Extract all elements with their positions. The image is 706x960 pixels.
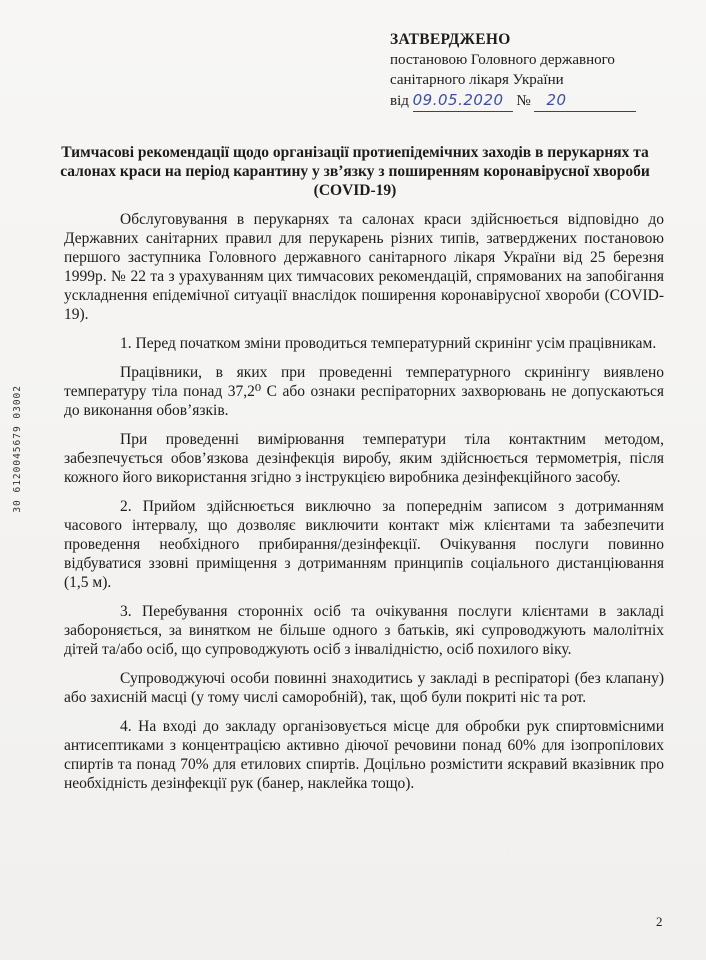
date-value: 09.05.2020: [412, 91, 504, 109]
paragraph-1-disinfection: При проведенні вимірювання температури тіла контактним методом, забезпечується обов’язкова дезінфекція виробу, яким здійснюється термометрія, після кожного його використання згідно з інструкцією виробника дезінфекційного засобу.: [64, 431, 664, 486]
approval-title: ЗАТВЕРДЖЕНО: [390, 31, 511, 48]
approval-date-line: [390, 90, 690, 112]
approval-line-2: санітарного лікаря України: [390, 72, 564, 88]
paragraph-intro: Обслуговування в перукарнях та салонах краси здійснюється відповідно до Державних санітарних правил для перукарень різних типів, затверджених постановою першого заступника Головного державного санітарного лікаря України від 25 березня 1999р. № 22 та з урахуванням цих тимчасових рекомендацій, спрямованих на запобігання ускладнення епідемічної ситуації внаслідок поширення коронавірусної хвороби (COVID-19).: [64, 211, 664, 323]
paragraph-1: 1. Перед початком зміни проводиться температурний скринінг усім працівникам.: [120, 335, 657, 352]
paragraph-3: 3. Перебування сторонніх осіб та очікування послуги клієнтами в закладі забороняється, за винятком не більше одного з батьків, які супроводжують малолітніх дітей та/або осіб, що супроводжують осіб з інвалідністю, осіб похилого віку.: [64, 603, 664, 658]
document-title: Тимчасові рекомендації щодо організації протиепідемічних заходів в перукарнях та салонах краси на період карантину у зв’язку з поширенням коронавірусної хвороби (COVID-19): [60, 144, 650, 199]
paragraph-2: 2. Прийом здійснюється виключно за попереднім записом з дотриманням часового інтервалу, що дозволяє виключити контакт між клієнтами та забезпечити проведення необхідного прибирання/дезінфекції. Очікування послуги повинно відбуватися ззовні приміщення з дотриманням принципів соціального дистанціювання (1,5 м).: [64, 498, 664, 591]
approval-stamp: [390, 30, 690, 112]
document-body: [64, 210, 664, 803]
page-number: 2: [656, 914, 663, 929]
number-field: [534, 90, 636, 112]
side-registration-code: 30 6120045679 03002: [12, 385, 23, 513]
paragraph-1-workers: Працівники, в яких при проведенні температурного скринінгу виявлено температуру тіла понад 37,2⁰ С або ознаки респіраторних захворювань не допускаються до виконання обов’язків.: [64, 364, 664, 419]
paragraph-3-companions: Супроводжуючі особи повинні знаходитись у закладі в респіраторі (без клапану) або захисній масці (у тому числі саморобній), так, щоб були покриті ніс та рот.: [64, 670, 664, 706]
approval-line-1: постановою Головного державного: [390, 52, 615, 68]
paragraph-4: 4. На вході до закладу організовується місце для обробки рук спиртовмісними антисептиками з концентрацією активно діючої речовини понад 60% для ізопропілових спиртів та понад 70% для етилових спиртів. Доцільно розмістити яскравий вказівник про необхідність дезінфекції рук (банер, наклейка тощо).: [64, 718, 664, 792]
number-prefix: №: [516, 93, 531, 109]
date-prefix: від: [390, 93, 409, 109]
date-field: [413, 90, 513, 112]
number-value: 20: [546, 91, 567, 109]
